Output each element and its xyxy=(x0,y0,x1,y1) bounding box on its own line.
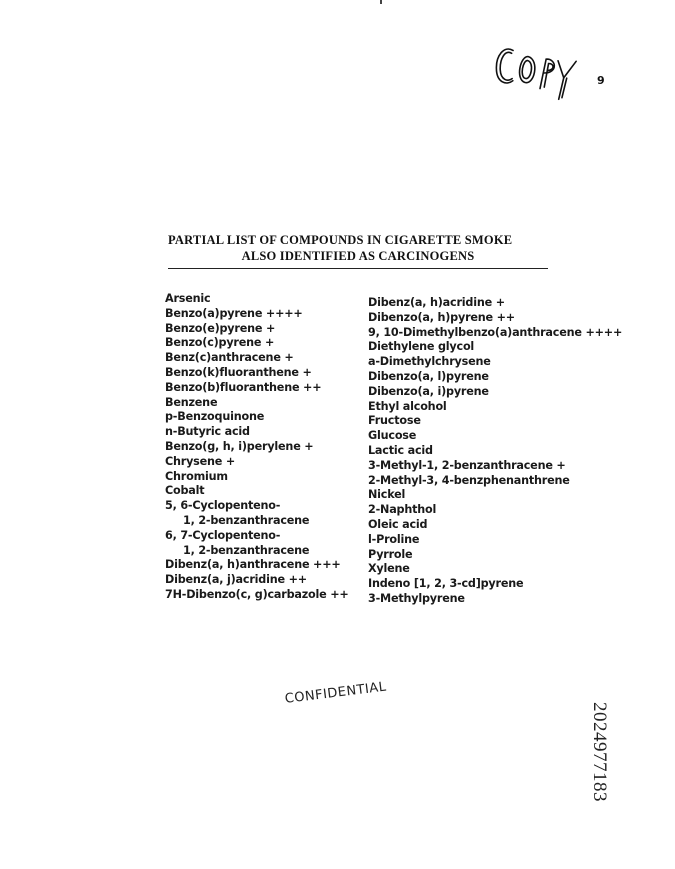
list-item: Benz(c)anthracene + xyxy=(165,351,294,365)
list-item: Xylene xyxy=(368,562,410,576)
list-item: Diethylene glycol xyxy=(368,340,475,354)
list-item: 5, 6-Cyclopenteno- xyxy=(165,499,281,513)
list-item: Chromium xyxy=(165,469,228,483)
title-line-2: ALSO IDENTIFIED AS CARCINOGENS xyxy=(241,249,475,263)
page-number: 9 xyxy=(597,74,605,87)
list-item: 3-Methylpyrene xyxy=(368,591,465,605)
list-item: Lactic acid xyxy=(368,443,433,457)
list-item: Ethyl alcohol xyxy=(368,399,447,413)
list-item: a-Dimethylchrysene xyxy=(368,355,491,369)
list-item-continuation: 1, 2-benzanthracene xyxy=(183,543,310,557)
list-item: Chrysene + xyxy=(165,454,236,468)
list-item: Dibenzo(a, i)pyrene xyxy=(368,384,489,398)
bates-number: 2024977183 xyxy=(589,702,610,802)
list-item: 2-Methyl-3, 4-benzphenanthrene xyxy=(368,473,570,487)
list-item: 7H-Dibenzo(c, g)carbazole ++ xyxy=(165,587,349,601)
scan-mark xyxy=(380,0,382,4)
list-item: Fructose xyxy=(368,414,421,428)
list-item: Oleic acid xyxy=(368,517,428,531)
list-item: Dibenz(a, h)acridine + xyxy=(368,296,505,309)
list-item: Benzo(a)pyrene ++++ xyxy=(165,306,303,320)
list-item: Benzo(k)fluoranthene + xyxy=(165,365,312,379)
list-item: Arsenic xyxy=(165,292,211,305)
confidential-stamp: CONFIDENTIAL xyxy=(284,679,388,707)
list-item: Cobalt xyxy=(165,484,205,498)
list-item: Dibenzo(a, h)pyrene ++ xyxy=(368,310,515,324)
list-item: p-Benzoquinone xyxy=(165,410,265,424)
list-item: Benzene xyxy=(165,395,218,409)
list-item: 9, 10-Dimethylbenzo(a)anthracene ++++ xyxy=(368,325,623,339)
title-line-1: PARTIAL LIST OF COMPOUNDS IN CIGARETTE SMOKE xyxy=(168,233,513,247)
list-item: 2-Naphthol xyxy=(368,503,437,517)
list-item: Dibenz(a, h)anthracene +++ xyxy=(165,558,341,572)
compound-list-right xyxy=(368,296,622,607)
list-item-continuation: 1, 2-benzanthracene xyxy=(183,513,310,527)
list-item: Nickel xyxy=(368,488,406,502)
list-item: 6, 7-Cyclopenteno- xyxy=(165,528,281,542)
compound-list-left xyxy=(165,292,349,603)
list-item: Indeno [1, 2, 3-cd]pyrene xyxy=(368,577,524,591)
list-item: Glucose xyxy=(368,429,417,443)
page-title xyxy=(168,232,548,264)
list-item: Benzo(e)pyrene + xyxy=(165,321,276,335)
list-item: Benzo(b)fluoranthene ++ xyxy=(165,380,322,394)
list-item: Dibenzo(a, l)pyrene xyxy=(368,369,489,383)
list-item: Dibenz(a, j)acridine ++ xyxy=(165,573,307,587)
list-item: Benzo(c)pyrene + xyxy=(165,336,275,350)
copy-stamp xyxy=(488,38,585,110)
list-item: l-Proline xyxy=(368,532,420,546)
list-item: Pyrrole xyxy=(368,547,413,561)
list-item: 3-Methyl-1, 2-benzanthracene + xyxy=(368,458,566,472)
list-item: Benzo(g, h, i)perylene + xyxy=(165,439,314,453)
title-underline xyxy=(168,268,548,269)
list-item: n-Butyric acid xyxy=(165,425,250,439)
